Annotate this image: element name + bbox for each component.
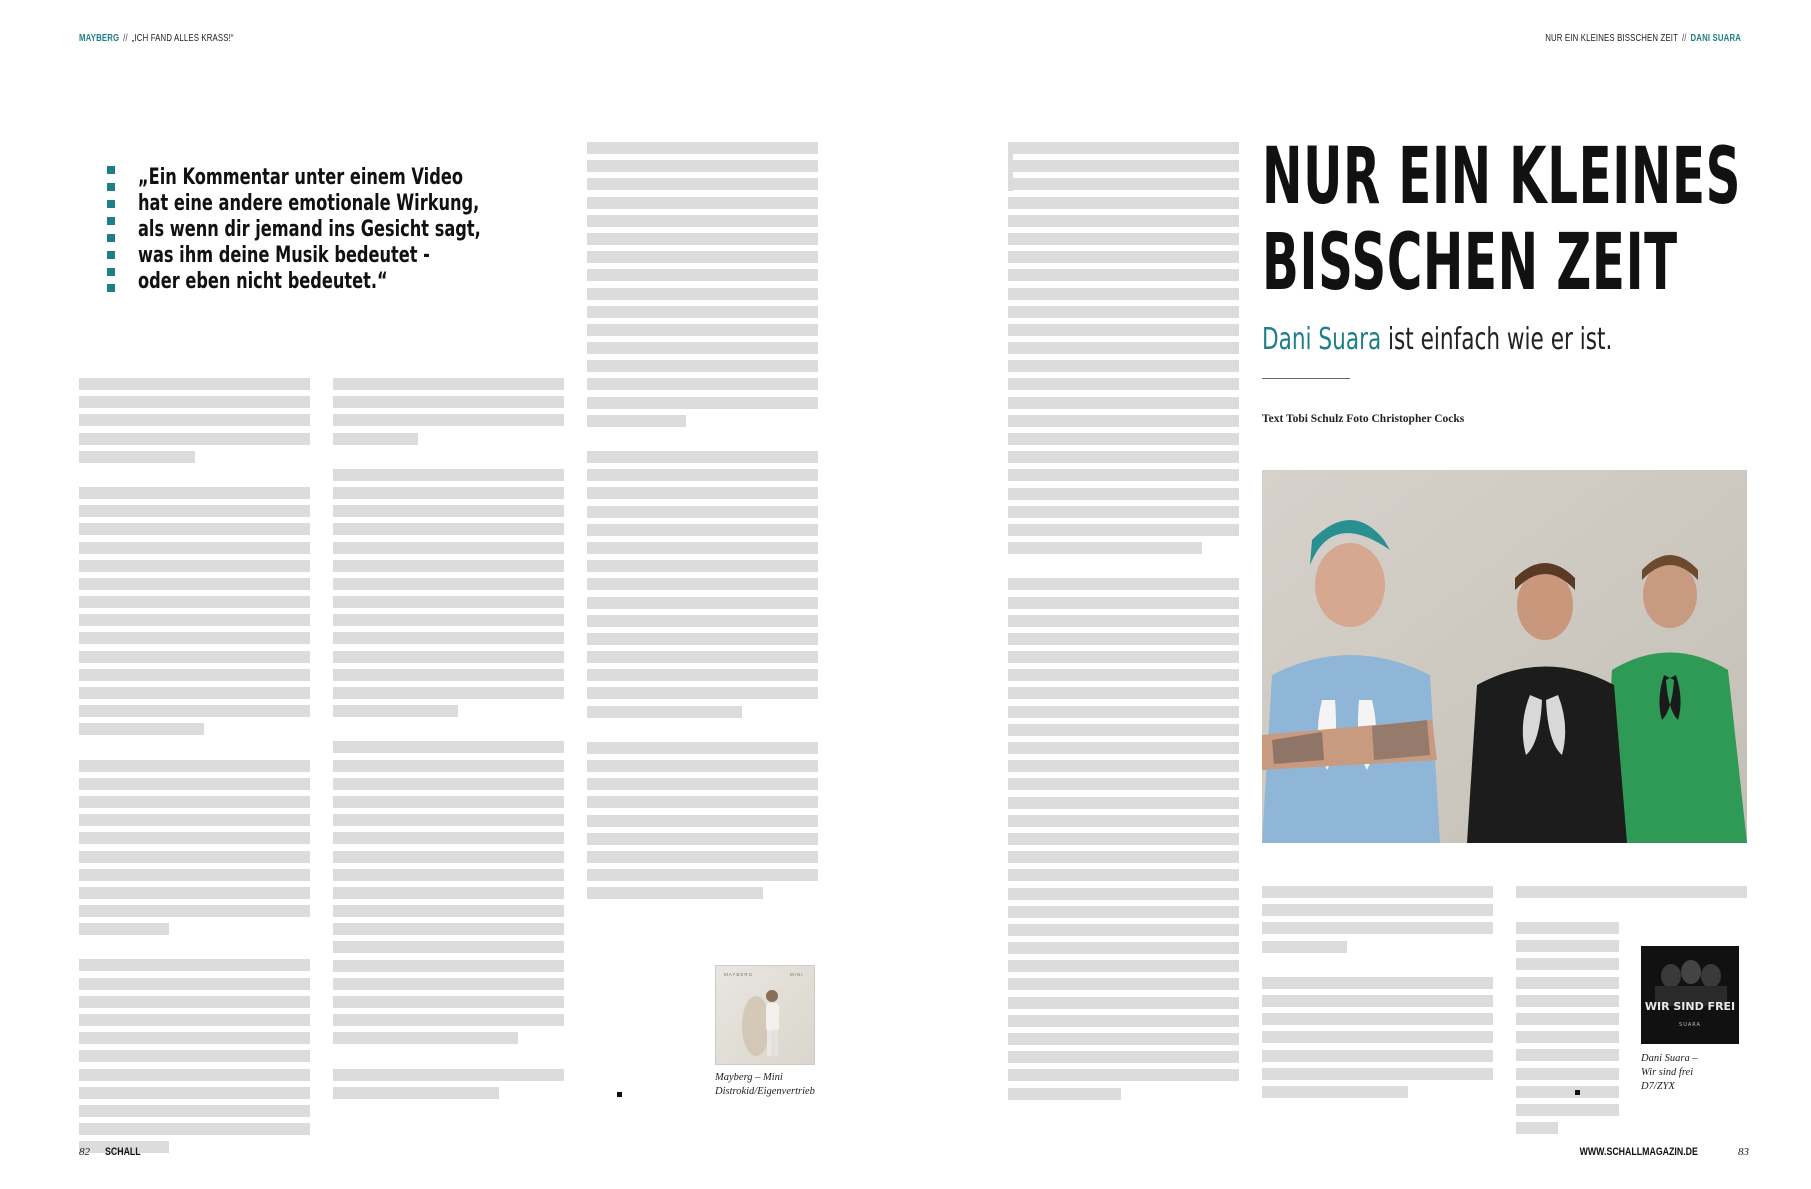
text-line: [333, 578, 564, 590]
paragraph-gap: [333, 723, 564, 741]
text-line: [333, 651, 564, 663]
text-line: [1516, 922, 1619, 934]
magazine-name: SCHALL: [105, 1146, 141, 1158]
text-line: [1008, 960, 1239, 972]
pull-quote: „Ein Kommentar unter einem Video hat eine andere emotionale Wirkung, als wenn dir jemand ins Gesicht sagt, was ihm deine Musik bedeutet - oder eben nicht bedeutet.“: [138, 164, 481, 294]
text-line: [1008, 869, 1239, 881]
text-line: [587, 451, 818, 463]
text-line: [1262, 922, 1493, 934]
text-line: [587, 687, 818, 699]
text-line: [79, 451, 195, 463]
text-line: [587, 360, 818, 372]
text-line: [1008, 851, 1239, 863]
text-line: [1008, 687, 1239, 699]
text-line: [1008, 433, 1239, 445]
text-line: [1008, 251, 1239, 263]
text-line: [333, 1087, 499, 1099]
text-line: [79, 851, 310, 863]
text-line: [333, 851, 564, 863]
text-line: [1008, 324, 1239, 336]
text-line: [1516, 977, 1619, 989]
text-line: [1008, 760, 1239, 772]
text-line: [1262, 886, 1493, 898]
text-line: [1008, 1033, 1239, 1045]
text-line: [1008, 269, 1239, 281]
text-line: [1008, 742, 1239, 754]
text-line: [1008, 306, 1239, 318]
text-line: [1008, 233, 1239, 245]
text-line: [1008, 342, 1239, 354]
text-line: [333, 542, 564, 554]
article-short-title: NUR EIN KLEINES BISSCHEN ZEIT: [1545, 33, 1679, 44]
text-line: [587, 197, 818, 209]
text-line: [587, 833, 818, 845]
paragraph-gap: [1262, 959, 1493, 977]
text-line: [1262, 1068, 1493, 1080]
text-line: [333, 941, 564, 953]
text-line: [79, 905, 310, 917]
text-line: [79, 523, 310, 535]
text-line: [79, 1105, 310, 1117]
paragraph-gap: [587, 724, 818, 742]
text-line: [79, 396, 310, 408]
text-line: [1008, 978, 1239, 990]
page-number-left: 82: [79, 1146, 90, 1158]
paragraph-gap: [79, 941, 310, 959]
subhead-text: ist einfach wie er ist.: [1381, 322, 1613, 357]
text-line: [587, 397, 818, 409]
text-line: [1262, 941, 1347, 953]
text-line: [587, 524, 818, 536]
text-line: [333, 614, 564, 626]
text-line: [333, 669, 564, 681]
paragraph-gap: [587, 433, 818, 451]
article-credit: Text Tobi Schulz Foto Christopher Cocks: [1262, 413, 1465, 425]
text-line: [1516, 886, 1747, 898]
text-line: [333, 778, 564, 790]
article-short-title: „ICH FAND ALLES KRASS!“: [131, 33, 234, 44]
text-line: [1262, 977, 1493, 989]
text-line: [1262, 904, 1493, 916]
page-number-right: 83: [1738, 1146, 1749, 1158]
text-line: [79, 1032, 310, 1044]
album-cover-title: WIR SIND FREI: [1644, 1000, 1736, 1013]
text-line: [587, 288, 818, 300]
text-line: [587, 706, 742, 718]
text-line: [587, 560, 818, 572]
text-line: [79, 578, 310, 590]
text-line: [333, 396, 564, 408]
text-line: [79, 705, 310, 717]
paragraph-gap: [333, 451, 564, 469]
text-line: [587, 669, 818, 681]
text-line: [79, 978, 310, 990]
text-line: [333, 1014, 564, 1026]
magazine-url: WWW.SCHALLMAGAZIN.DE: [1579, 1146, 1698, 1158]
text-line: [333, 632, 564, 644]
text-line: [79, 542, 310, 554]
text-line: [1008, 888, 1239, 900]
text-line: [587, 306, 818, 318]
text-line: [79, 1123, 310, 1135]
text-column-5: [1262, 886, 1493, 1104]
text-line: [333, 923, 564, 935]
text-line: [1516, 958, 1619, 970]
album-caption-right: Dani Suara – Wir sind frei D7/ZYX: [1641, 1053, 1698, 1092]
album-artwork: [1641, 946, 1739, 1044]
text-line: [1008, 778, 1239, 790]
text-column-6: [1516, 922, 1619, 1140]
text-line: [1008, 178, 1239, 190]
album-artwork: [716, 966, 814, 1064]
album-label-title: MINI: [790, 972, 804, 977]
text-line: [1008, 397, 1239, 409]
text-line: [1262, 995, 1493, 1007]
text-line: [1008, 815, 1239, 827]
text-column-1: [79, 378, 310, 1160]
text-line: [1516, 1031, 1619, 1043]
text-line: [333, 760, 564, 772]
text-line: [79, 1069, 310, 1081]
band-photo-illustration: [1262, 470, 1747, 843]
text-line: [333, 832, 564, 844]
text-line: [79, 723, 204, 735]
text-line: [1516, 940, 1619, 952]
section-name: MAYBERG: [79, 33, 120, 44]
text-line: [333, 505, 564, 517]
text-line: [79, 414, 310, 426]
text-line: [79, 814, 310, 826]
album-cover-mayberg-mini: [715, 965, 815, 1065]
text-line: [587, 633, 818, 645]
text-line: [1516, 1122, 1558, 1134]
text-line: [1008, 633, 1239, 645]
text-line: [1008, 669, 1239, 681]
text-line: [587, 742, 818, 754]
text-line: [1008, 197, 1239, 209]
text-line: [79, 632, 310, 644]
text-line: [1008, 378, 1239, 390]
text-line: [587, 778, 818, 790]
text-line: [1262, 1031, 1493, 1043]
text-line: [587, 469, 818, 481]
text-line: [1008, 451, 1239, 463]
headline-divider: [1262, 378, 1350, 379]
text-line: [1516, 1104, 1619, 1116]
paragraph-gap: [333, 1051, 564, 1069]
text-column-2: [333, 378, 564, 1105]
text-line: [333, 560, 564, 572]
text-line: [587, 815, 818, 827]
text-line: [1008, 833, 1239, 845]
text-line: [1008, 506, 1239, 518]
text-line: [333, 796, 564, 808]
text-line: [587, 578, 818, 590]
text-line: [587, 415, 686, 427]
text-line: [587, 251, 818, 263]
text-line: [79, 378, 310, 390]
text-line: [1008, 997, 1239, 1009]
running-head-left: [79, 33, 234, 44]
text-line: [333, 978, 564, 990]
text-line: [79, 505, 310, 517]
text-line: [587, 760, 818, 772]
article-headline: NUR EIN KLEINES BISSCHEN ZEIT: [1262, 132, 1742, 308]
paragraph-gap: [1008, 560, 1239, 578]
text-line: [1516, 995, 1619, 1007]
text-line: [79, 778, 310, 790]
text-line: [1008, 1015, 1239, 1027]
text-line: [587, 506, 818, 518]
text-column-4: [1008, 142, 1239, 1106]
text-line: [587, 869, 818, 881]
text-line: [79, 1087, 310, 1099]
text-line: [1008, 215, 1239, 227]
paragraph-gap: [79, 742, 310, 760]
text-line: [1262, 1086, 1408, 1098]
text-line: [79, 1014, 310, 1026]
text-line: [1516, 1049, 1619, 1061]
text-line: [79, 560, 310, 572]
text-line: [1008, 615, 1239, 627]
text-line: [1008, 142, 1239, 154]
text-line: [1008, 797, 1239, 809]
text-line: [79, 487, 310, 499]
text-line: [1008, 542, 1202, 554]
text-line: [587, 342, 818, 354]
text-line: [333, 523, 564, 535]
text-line: [1516, 1013, 1619, 1025]
text-line: [333, 1032, 518, 1044]
text-line: [587, 215, 818, 227]
text-line: [1008, 469, 1239, 481]
text-line: [333, 433, 418, 445]
text-line: [333, 741, 564, 753]
text-column-3: [587, 142, 818, 906]
text-line: [1008, 488, 1239, 500]
end-mark: [1575, 1090, 1580, 1095]
text-line: [587, 142, 818, 154]
text-line: [587, 796, 818, 808]
text-line: [79, 651, 310, 663]
paragraph-gap: [79, 469, 310, 487]
text-line: [1008, 1088, 1121, 1100]
text-line: [333, 414, 564, 426]
separator: //: [1681, 33, 1687, 44]
text-line: [1008, 724, 1239, 736]
text-line: [333, 996, 564, 1008]
text-line: [1516, 1068, 1619, 1080]
band-photo: [1262, 470, 1747, 843]
text-line: [1008, 942, 1239, 954]
text-line: [1008, 160, 1239, 172]
text-line: [79, 796, 310, 808]
text-line: [333, 469, 564, 481]
text-line: [333, 905, 564, 917]
text-line: [1008, 360, 1239, 372]
text-line: [333, 596, 564, 608]
text-line: [333, 687, 564, 699]
end-mark: [617, 1092, 622, 1097]
text-line: [79, 760, 310, 772]
text-line: [587, 378, 818, 390]
text-line: [587, 542, 818, 554]
text-line: [333, 1069, 564, 1081]
text-line: [587, 269, 818, 281]
text-line: [1008, 1051, 1239, 1063]
text-line: [79, 887, 310, 899]
text-line: [333, 705, 458, 717]
running-head-right: [1545, 33, 1741, 44]
text-line: [1262, 1050, 1493, 1062]
text-column-6-wrapper: [1516, 886, 1747, 904]
text-line: [587, 597, 818, 609]
album-cover-artist: SUARA: [1679, 1022, 1701, 1028]
text-line: [333, 869, 564, 881]
text-line: [333, 887, 564, 899]
text-line: [587, 178, 818, 190]
text-line: [587, 487, 818, 499]
text-line: [1008, 706, 1239, 718]
text-line: [1516, 1086, 1619, 1098]
text-line: [587, 651, 818, 663]
album-label-artist: MAYBERG: [724, 972, 754, 977]
text-line: [587, 615, 818, 627]
text-line: [1262, 1013, 1493, 1025]
text-line: [1008, 597, 1239, 609]
text-line: [1008, 651, 1239, 663]
text-line: [79, 687, 310, 699]
text-line: [79, 669, 310, 681]
text-line: [333, 960, 564, 972]
text-line: [1008, 578, 1239, 590]
album-caption-left: Mayberg – Mini Distrokid/Eigenvertrieb: [715, 1072, 815, 1097]
text-line: [1008, 524, 1239, 536]
text-line: [79, 832, 310, 844]
text-line: [79, 923, 169, 935]
subhead-artist-name: Dani Suara: [1262, 322, 1382, 357]
album-cover-wir-sind-frei: [1641, 946, 1739, 1044]
text-line: [333, 487, 564, 499]
text-line: [333, 814, 564, 826]
section-name: DANI SUARA: [1690, 33, 1741, 44]
text-line: [1008, 924, 1239, 936]
text-line: [1008, 906, 1239, 918]
text-line: [79, 959, 310, 971]
text-line: [79, 869, 310, 881]
text-line: [79, 433, 310, 445]
text-line: [1008, 288, 1239, 300]
text-line: [1008, 1069, 1239, 1081]
text-line: [587, 887, 763, 899]
text-line: [587, 324, 818, 336]
separator: //: [123, 33, 128, 44]
text-line: [587, 851, 818, 863]
text-line: [79, 614, 310, 626]
article-subhead: [1262, 322, 1612, 357]
text-line: [333, 378, 564, 390]
text-line: [79, 596, 310, 608]
text-line: [587, 160, 818, 172]
text-line: [1008, 415, 1239, 427]
text-line: [79, 1050, 310, 1062]
text-line: [587, 233, 818, 245]
text-line: [79, 996, 310, 1008]
